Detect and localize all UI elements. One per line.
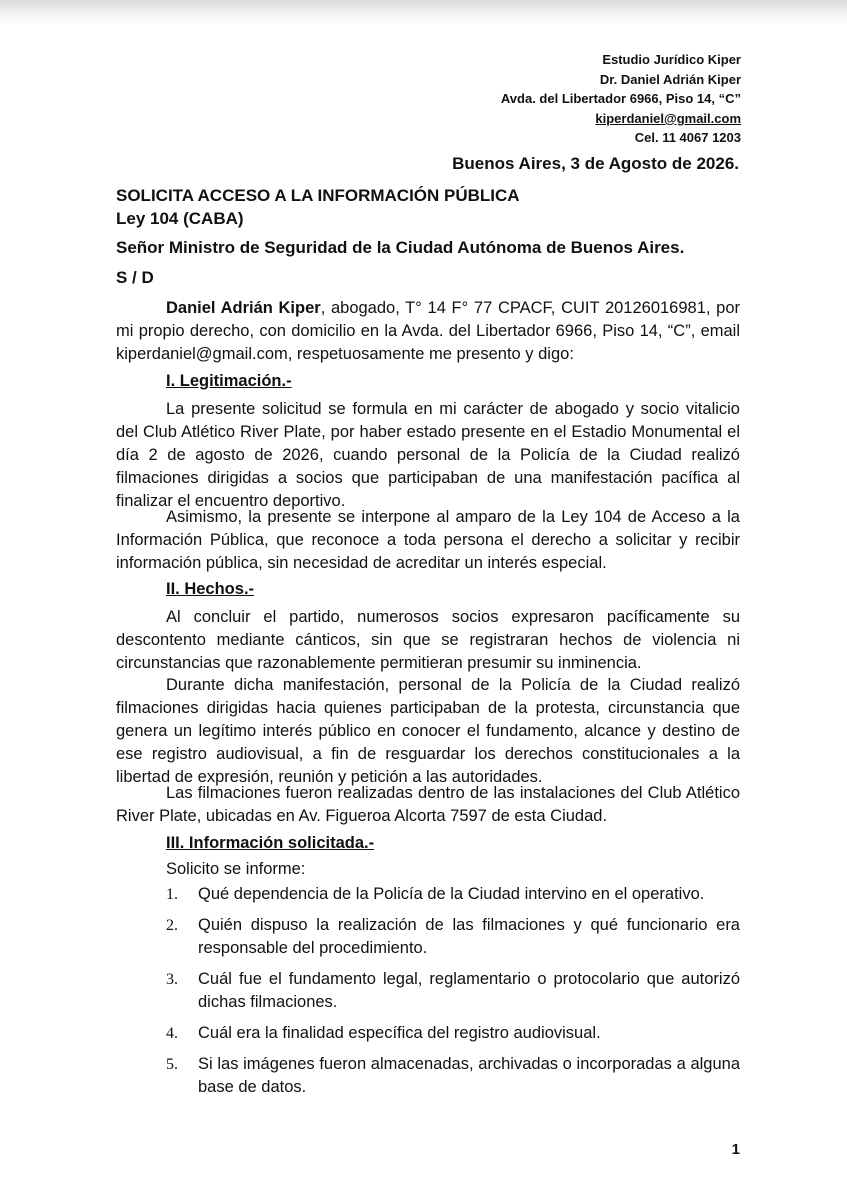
document-title: SOLICITA ACCESO A LA INFORMACIÓN PÚBLICA: [116, 186, 520, 205]
addressee: Señor Ministro de Seguridad de la Ciudad Autónoma de Buenos Aires.: [116, 238, 685, 257]
sd-line: S / D: [116, 268, 154, 287]
firm-address: Avda. del Libertador 6966, Piso 14, “C”: [500, 91, 741, 107]
request-intro: Solicito se informe:: [166, 860, 306, 878]
paragraph-ley-104: Asimismo, la presente se interpone al amparo de la Ley 104 de Acceso a la Información Pública, que reconoce a toda persona el derecho a solicitar y recibir información pública, sin necesidad de acreditar un interés especial.: [116, 508, 740, 572]
list-item: [116, 1053, 740, 1099]
firm-name: Estudio Jurídico Kiper: [602, 52, 741, 67]
section-heading-informacion: III. Información solicitada.-: [166, 834, 375, 852]
paragraph-hechos-2: Durante dicha manifestación, personal de la Policía de la Ciudad realizó filmaciones dirigidas hacia quienes participaban de la protesta, circunstancia que genera un legítimo interés público en conocer el fundamento, alcance y destino de ese registro audiovisual, a fin de resguardar los derechos constitucionales a la libertad de expresión, reunión y petición a las autoridades.: [116, 676, 740, 786]
list-item-number: 4.: [166, 1025, 178, 1042]
list-item-number: 2.: [166, 917, 178, 934]
list-item-text: Cuál fue el fundamento legal, reglamentario o protocolario que autorizó dichas filmaciones.: [198, 970, 740, 1011]
email-link[interactable]: kiperdaniel@gmail.com: [595, 110, 741, 126]
page-number: 1: [731, 1141, 740, 1158]
phone-number: Cel. 11 4067 1203: [634, 130, 741, 146]
document-date: Buenos Aires, 3 de Agosto de 2026.: [452, 154, 739, 173]
list-item-number: 1.: [166, 886, 178, 903]
lawyer-name: Dr. Daniel Adrián Kiper: [599, 71, 741, 87]
letterhead: [501, 50, 741, 148]
list-item: [116, 968, 740, 1014]
list-item-text: Cuál era la finalidad específica del registro audiovisual.: [198, 1024, 601, 1042]
intro-paragraph: [116, 297, 740, 366]
intro-text: , abogado, T° 14 F° 77 CPACF, CUIT 20126016981, por mi propio derecho, con domicilio en la Avda. del Libertador 6966, Piso 14, “C”, email kiperdaniel@gmail.com, respetuosamente me presento y digo:: [116, 299, 740, 363]
paragraph-legitimacion: La presente solicitud se formula en mi carácter de abogado y socio vitalicio del Club Atlético River Plate, por haber estado presente en el Estadio Monumental el día 2 de agosto de 2026, cuando personal de la Policía de la Ciudad realizó filmaciones dirigidas a socios que participaban de una manifestación pacífica al finalizar el encuentro deportivo.: [116, 400, 740, 510]
section-heading-legitimacion: I. Legitimación.-: [166, 372, 292, 390]
list-item-number: 3.: [166, 971, 178, 988]
paragraph-hechos-3: Las filmaciones fueron realizadas dentro de las instalaciones del Club Atlético River Plate, ubicadas en Av. Figueroa Alcorta 7597 de esta Ciudad.: [116, 784, 740, 825]
list-item-number: 5.: [166, 1056, 178, 1073]
list-item: [116, 1022, 740, 1045]
list-item-text: Qué dependencia de la Policía de la Ciudad intervino en el operativo.: [198, 885, 705, 903]
list-item-text: Si las imágenes fueron almacenadas, archivadas o incorporadas a alguna base de datos.: [198, 1055, 740, 1096]
list-item-text: Quién dispuso la realización de las filmaciones y qué funcionario era responsable del procedimiento.: [198, 916, 740, 957]
list-item: [116, 883, 740, 906]
paragraph-hechos-1: Al concluir el partido, numerosos socios expresaron pacíficamente su descontento mediante cánticos, sin que se registraran hechos de violencia ni circunstancias que razonablemente permitieran presumir su inminencia.: [116, 608, 740, 672]
law-reference: Ley 104 (CABA): [116, 209, 244, 228]
section-heading-hechos: II. Hechos.-: [166, 580, 255, 598]
requested-information-list: [116, 883, 740, 1107]
petitioner-name: Daniel Adrián Kiper: [166, 299, 321, 317]
list-item: [116, 914, 740, 960]
